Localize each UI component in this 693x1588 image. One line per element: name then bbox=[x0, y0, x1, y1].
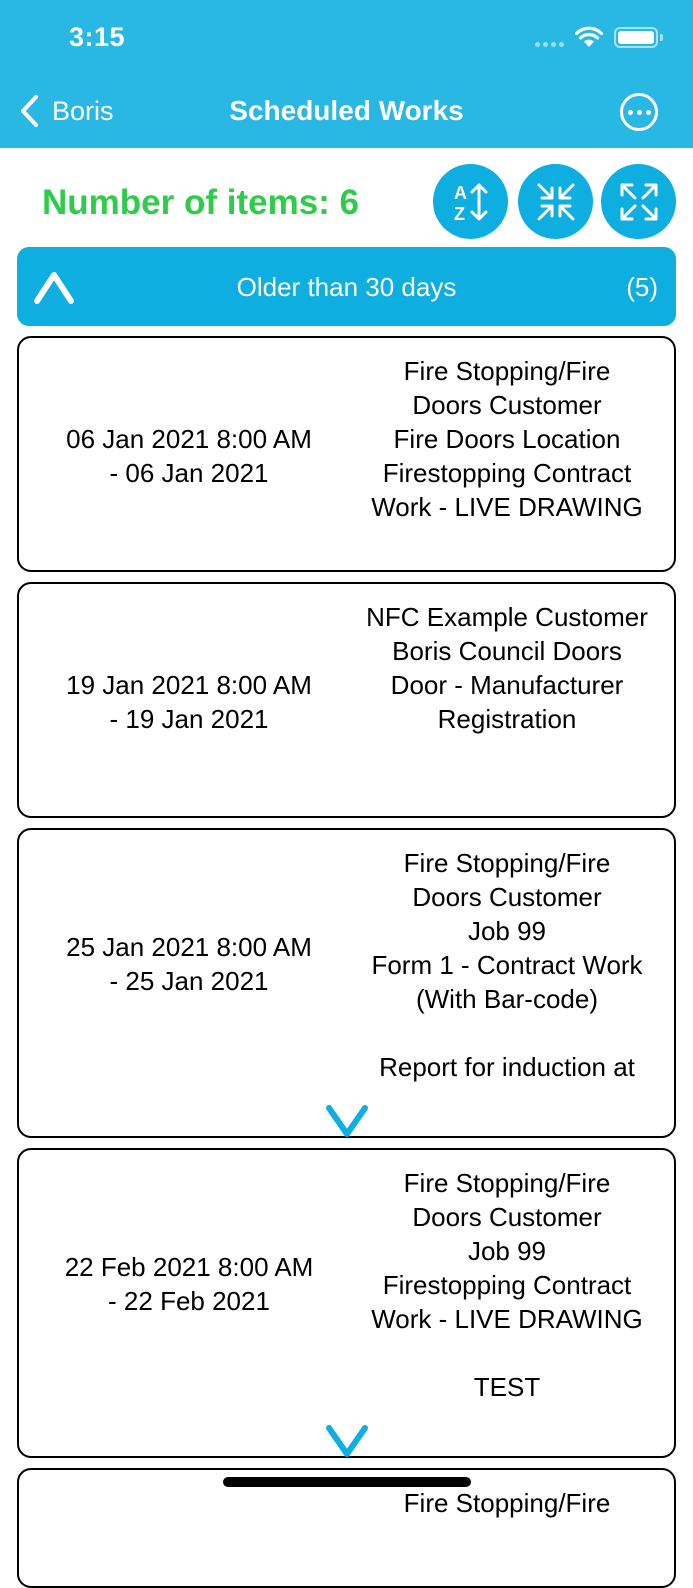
section-count: (5) bbox=[626, 272, 658, 302]
status-time: 3:15 bbox=[69, 22, 126, 52]
navigation-header bbox=[0, 0, 693, 148]
card-description: NFC Example Customer Boris Council Doors Door - Manufacturer Registration bbox=[366, 602, 648, 734]
page-title: Scheduled Works bbox=[229, 95, 464, 126]
expand-all-button[interactable] bbox=[601, 164, 676, 239]
chevron-down-icon[interactable] bbox=[325, 1104, 369, 1138]
card-date-start: 22 Feb 2021 8:00 AM bbox=[64, 1252, 314, 1282]
back-button[interactable] bbox=[18, 88, 114, 134]
wifi-icon bbox=[574, 26, 604, 48]
chevron-left-icon bbox=[18, 94, 40, 128]
scheduled-work-card[interactable] bbox=[17, 828, 676, 1138]
battery-nub bbox=[660, 34, 663, 41]
battery-icon bbox=[614, 27, 658, 48]
section-title: Older than 30 days bbox=[236, 272, 457, 302]
card-description: Fire Stopping/Fire Doors Customer Fire Doors Location Firestopping Contract Work - LIVE DRAWING bbox=[371, 356, 643, 522]
card-date-start: 06 Jan 2021 8:00 AM bbox=[66, 424, 312, 454]
card-description: Fire Stopping/Fire bbox=[403, 1488, 611, 1518]
chevron-down-icon[interactable] bbox=[325, 1424, 369, 1458]
more-icon bbox=[628, 110, 633, 115]
scheduled-work-card[interactable] bbox=[17, 336, 676, 572]
sort-button[interactable] bbox=[433, 164, 508, 239]
more-options-button[interactable] bbox=[620, 93, 658, 131]
svg-text:Z: Z bbox=[453, 203, 465, 224]
collapse-all-icon bbox=[531, 177, 581, 227]
home-indicator bbox=[223, 1477, 471, 1487]
card-date-end: - 22 Feb 2021 bbox=[108, 1286, 270, 1316]
back-button-label: Boris bbox=[52, 95, 114, 126]
card-description: Fire Stopping/Fire Doors Customer Job 99 Firestopping Contract Work - LIVE DRAWING TEST bbox=[371, 1168, 643, 1402]
scheduled-work-card[interactable] bbox=[17, 1148, 676, 1458]
cellular-signal-icon bbox=[535, 42, 564, 47]
expand-all-icon bbox=[614, 177, 664, 227]
card-date-start: 25 Jan 2021 8:00 AM bbox=[66, 932, 312, 962]
svg-text:A: A bbox=[453, 182, 467, 203]
card-description: Fire Stopping/Fire Doors Customer Job 99 Form 1 - Contract Work (With Bar-code) Report for induction at bbox=[371, 848, 643, 1082]
card-date-end: - 25 Jan 2021 bbox=[109, 966, 269, 996]
card-date-end: - 06 Jan 2021 bbox=[109, 458, 269, 488]
card-date-start: 19 Jan 2021 8:00 AM bbox=[66, 670, 312, 700]
scheduled-work-card[interactable] bbox=[17, 582, 676, 818]
sort-az-icon bbox=[446, 177, 496, 227]
section-header-older-than-30-days[interactable] bbox=[17, 247, 676, 326]
item-count-label: Number of items: 6 bbox=[42, 183, 359, 222]
collapse-all-button[interactable] bbox=[518, 164, 593, 239]
card-date-end: - 19 Jan 2021 bbox=[109, 704, 269, 734]
